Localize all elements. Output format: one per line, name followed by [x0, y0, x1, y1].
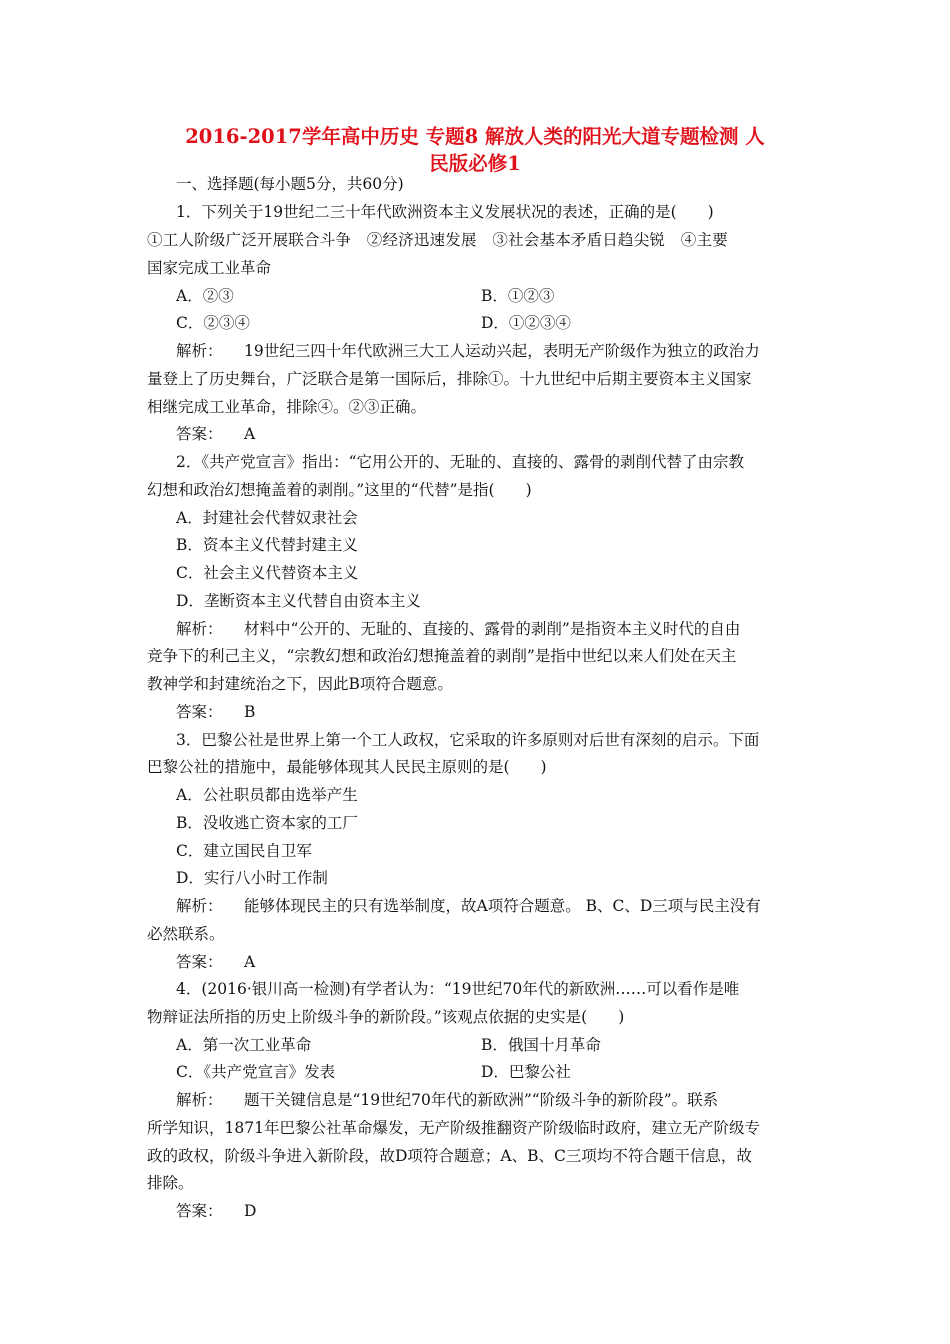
q2-option-d: D．垄断资本主义代替自由资本主义	[176, 592, 421, 610]
q4-analysis-line-2: 所学知识，1871年巴黎公社革命爆发，无产阶级推翻资产阶级临时政府，建立无产阶级专	[147, 1119, 760, 1137]
q2-stem-line-2: 幻想和政治幻想掩盖着的剥削。”这里的“代替”是指( )	[147, 481, 532, 499]
q4-answer-label: 答案：	[176, 1202, 223, 1220]
q3-analysis-line-1	[176, 896, 761, 916]
q1-analysis-line-1	[176, 341, 760, 361]
q4-option-a: A．第一次工业革命	[176, 1036, 312, 1054]
q1-items-line-1: ①工人阶级广泛开展联合斗争 ②经济迅速发展 ③社会基本矛盾日趋尖锐 ④主要	[147, 231, 728, 249]
title-line-1: 2016-2017学年高中历史 专题8 解放人类的阳光大道专题检测 人	[185, 125, 765, 148]
q3-analysis-label: 解析：	[176, 897, 223, 915]
q3-option-d: D．实行八小时工作制	[176, 869, 328, 887]
document-title	[120, 123, 830, 177]
q2-analysis-text-1: 材料中“公开的、无耻的、直接的、露骨的剥削”是指资本主义时代的自由	[244, 620, 741, 638]
q1-answer-label: 答案：	[176, 425, 223, 443]
q2-option-b: B．资本主义代替封建主义	[176, 536, 358, 554]
q4-stem-line-2: 物辩证法所指的历史上阶级斗争的新阶段。”该观点依据的史实是( )	[147, 1008, 625, 1026]
q3-stem-line-1: 3．巴黎公社是世界上第一个工人政权，它采取的许多原则对后世有深刻的启示。下面	[176, 731, 760, 749]
q4-option-d: D．巴黎公社	[481, 1063, 571, 1081]
q1-option-d: D．①②③④	[481, 314, 571, 332]
q1-analysis-line-2: 量登上了历史舞台，广泛联合是第一国际后，排除①。十九世纪中后期主要资本主义国家	[147, 370, 752, 388]
q1-analysis-text-1: 19世纪三四十年代欧洲三大工人运动兴起，表明无产阶级作为独立的政治力	[244, 342, 760, 360]
q1-option-b: B．①②③	[481, 287, 555, 305]
q3-analysis-text-1: 能够体现民主的只有选举制度，故A项符合题意。 B、C、D三项与民主没有	[244, 897, 761, 915]
q1-option-a: A．②③	[176, 287, 234, 305]
q1-option-c: C．②③④	[176, 314, 250, 332]
q2-stem-line-1: 2．《共产党宣言》指出：“它用公开的、无耻的、直接的、露骨的剥削代替了由宗教	[176, 453, 745, 471]
q4-analysis-text-1: 题干关键信息是“19世纪70年代的新欧洲”“阶级斗争的新阶段”。联系	[244, 1091, 719, 1109]
q4-answer-value: D	[244, 1202, 257, 1220]
q3-option-c: C．建立国民自卫军	[176, 842, 312, 860]
q1-stem: 1．下列关于19世纪二三十年代欧洲资本主义发展状况的表述，正确的是( )	[176, 203, 714, 221]
q4-answer	[176, 1201, 256, 1221]
q4-option-b: B．俄国十月革命	[481, 1036, 601, 1054]
q2-option-c: C．社会主义代替资本主义	[176, 564, 359, 582]
q4-stem-line-1: 4．(2016·银川高一检测)有学者认为：“19世纪70年代的新欧洲……可以看作是唯	[176, 980, 740, 998]
q2-answer-label: 答案：	[176, 703, 223, 721]
q1-answer	[176, 424, 255, 444]
q2-answer	[176, 702, 255, 722]
q4-analysis-line-1	[176, 1090, 718, 1110]
q2-analysis-label: 解析：	[176, 620, 223, 638]
q3-option-a: A．公社职员都由选举产生	[176, 786, 358, 804]
q4-analysis-line-4: 排除。	[147, 1174, 194, 1192]
q2-option-a: A．封建社会代替奴隶社会	[176, 509, 358, 527]
q2-analysis-line-3: 教神学和封建统治之下，因此B项符合题意。	[147, 675, 453, 693]
section-heading: 一、选择题(每小题5分，共60分)	[176, 175, 404, 193]
q1-answer-value: A	[244, 425, 256, 443]
q3-option-b: B．没收逃亡资本家的工厂	[176, 814, 358, 832]
q1-items-line-2: 国家完成工业革命	[147, 259, 272, 277]
q3-answer-value: A	[244, 953, 256, 971]
q3-answer	[176, 952, 255, 972]
q4-option-c: C．《共产党宣言》发表	[176, 1063, 336, 1081]
q2-analysis-line-1	[176, 619, 740, 639]
q3-answer-label: 答案：	[176, 953, 223, 971]
q4-analysis-label: 解析：	[176, 1091, 223, 1109]
title-line-2: 民版必修1	[429, 152, 521, 175]
q1-analysis-label: 解析：	[176, 342, 223, 360]
q3-analysis-line-2: 必然联系。	[147, 925, 225, 943]
q2-analysis-line-2: 竞争下的利己主义，“宗教幻想和政治幻想掩盖着的剥削”是指中世纪以来人们处在天主	[147, 647, 737, 665]
q3-stem-line-2: 巴黎公社的措施中，最能够体现其人民民主原则的是( )	[147, 758, 547, 776]
q2-answer-value: B	[244, 703, 256, 721]
q1-analysis-line-3: 相继完成工业革命，排除④。②③正确。	[147, 398, 427, 416]
q4-analysis-line-3: 政的政权，阶级斗争进入新阶段，故D项符合题意；A、B、C三项均不符合题干信息，故	[147, 1147, 752, 1165]
